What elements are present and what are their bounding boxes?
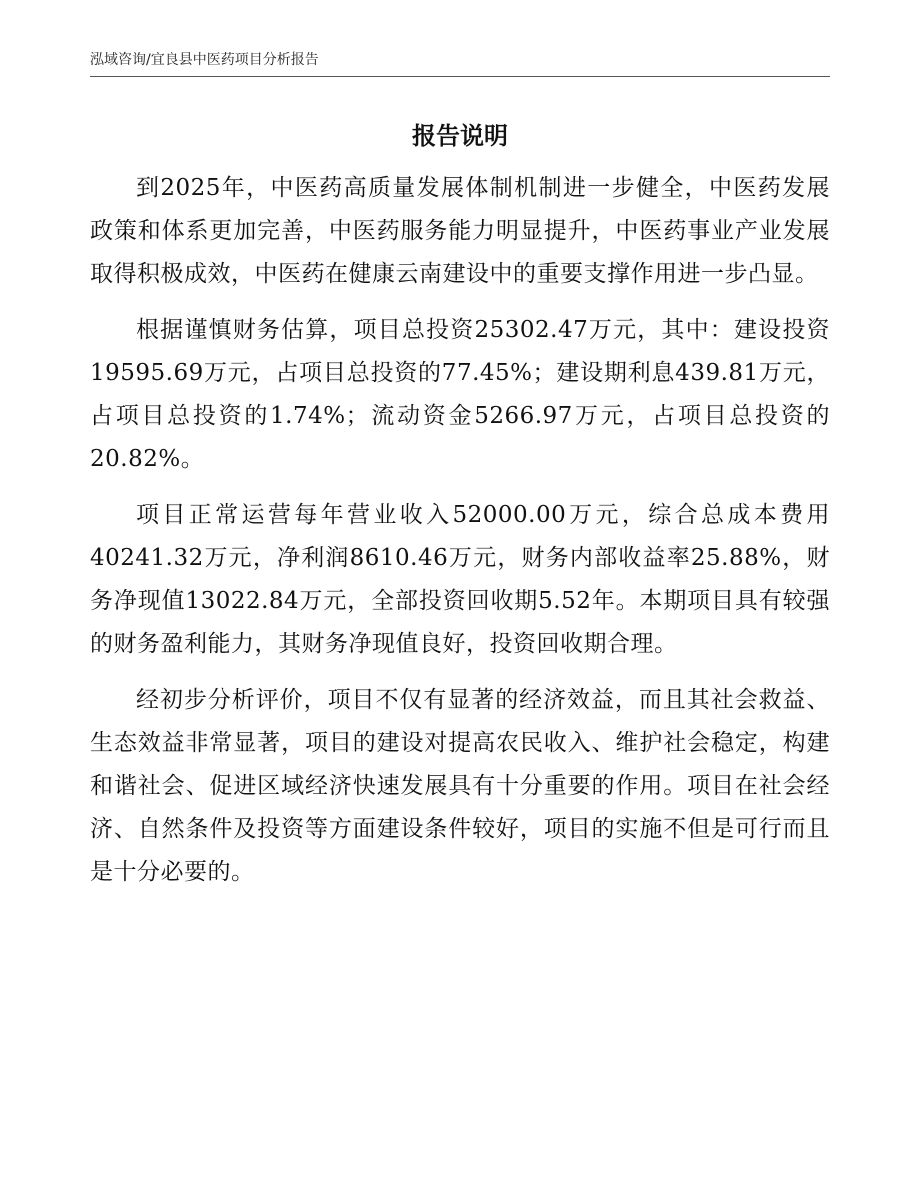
paragraph-1: 到2025年，中医药高质量发展体制机制进一步健全，中医药发展政策和体系更加完善，中医药服务能力明显提升，中医药事业产业发展取得积极成效，中医药在健康云南建设中的重要支撑作用进一步凸显。 [90,175,830,287]
report-body [90,167,830,907]
page-title: 报告说明 [412,122,508,150]
paragraph-4: 经初步分析评价，项目不仅有显著的经济效益，而且其社会救益、生态效益非常显著，项目的建设对提高农民收入、维护社会稳定，构建和谐社会、促进区域经济快速发展具有十分重要的作用。项目在社会经济、自然条件及投资等方面建设条件较好，项目的实施不但是可行而且是十分必要的。 [90,687,830,885]
paragraph-2: 根据谨慎财务估算，项目总投资25302.47万元，其中：建设投资19595.69万元，占项目总投资的77.45%；建设期利息439.81万元，占项目总投资的1.74%；流动资金5266.97万元，占项目总投资的20.82%。 [90,317,830,472]
paragraph-3: 项目正常运营每年营业收入52000.00万元，综合总成本费用40241.32万元，净利润8610.46万元，财务内部收益率25.88%，财务净现值13022.84万元，全部投资回收期5.52年。本期项目具有较强的财务盈利能力，其财务净现值良好，投资回收期合理。 [90,502,830,657]
page-header: 泓域咨询/宜良县中医药项目分析报告 [90,50,830,77]
